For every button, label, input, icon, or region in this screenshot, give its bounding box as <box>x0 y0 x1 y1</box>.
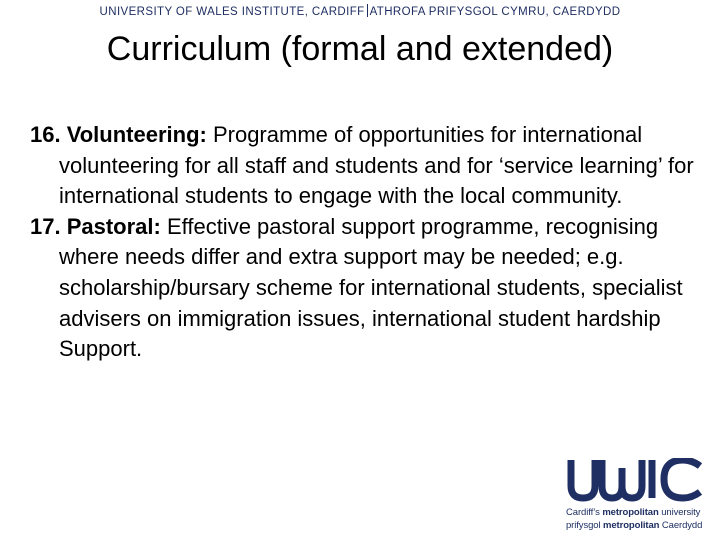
item-text: Effective pastoral support programme, recognising where needs differ and extra support may be needed; e.g. scholarship/bursary scheme for international students, specialist advisers on immigration issues, international student hardship Support. <box>59 213 683 362</box>
uwic-logo <box>562 458 712 536</box>
slide-title: Curriculum (formal and extended) <box>106 30 614 68</box>
institution-banner <box>0 4 720 18</box>
item-heading: 17. Pastoral: <box>30 213 161 239</box>
uwic-wordmark-icon <box>566 458 706 502</box>
item-heading: 16. Volunteering: <box>30 122 207 147</box>
banner-divider <box>367 4 368 17</box>
item-text: Programme of opportunities for international volunteering for all staff and students and for ‘service learning’ for international students to engage with the local community. <box>59 122 694 209</box>
institution-name-english: UNIVERSITY OF WALES INSTITUTE, CARDIFF <box>99 6 365 18</box>
logo-tagline-english: Cardiff’s metropolitan university <box>566 507 701 518</box>
institution-name-welsh: ATHROFA PRIFYSGOL CYMRU, CAERDYDD <box>369 6 621 18</box>
logo-tagline-welsh: prifysgol metropolitan Caerdydd <box>566 520 703 531</box>
list-item-pastoral <box>30 212 710 365</box>
list-item-volunteering <box>30 120 710 212</box>
slide-body <box>30 120 710 365</box>
